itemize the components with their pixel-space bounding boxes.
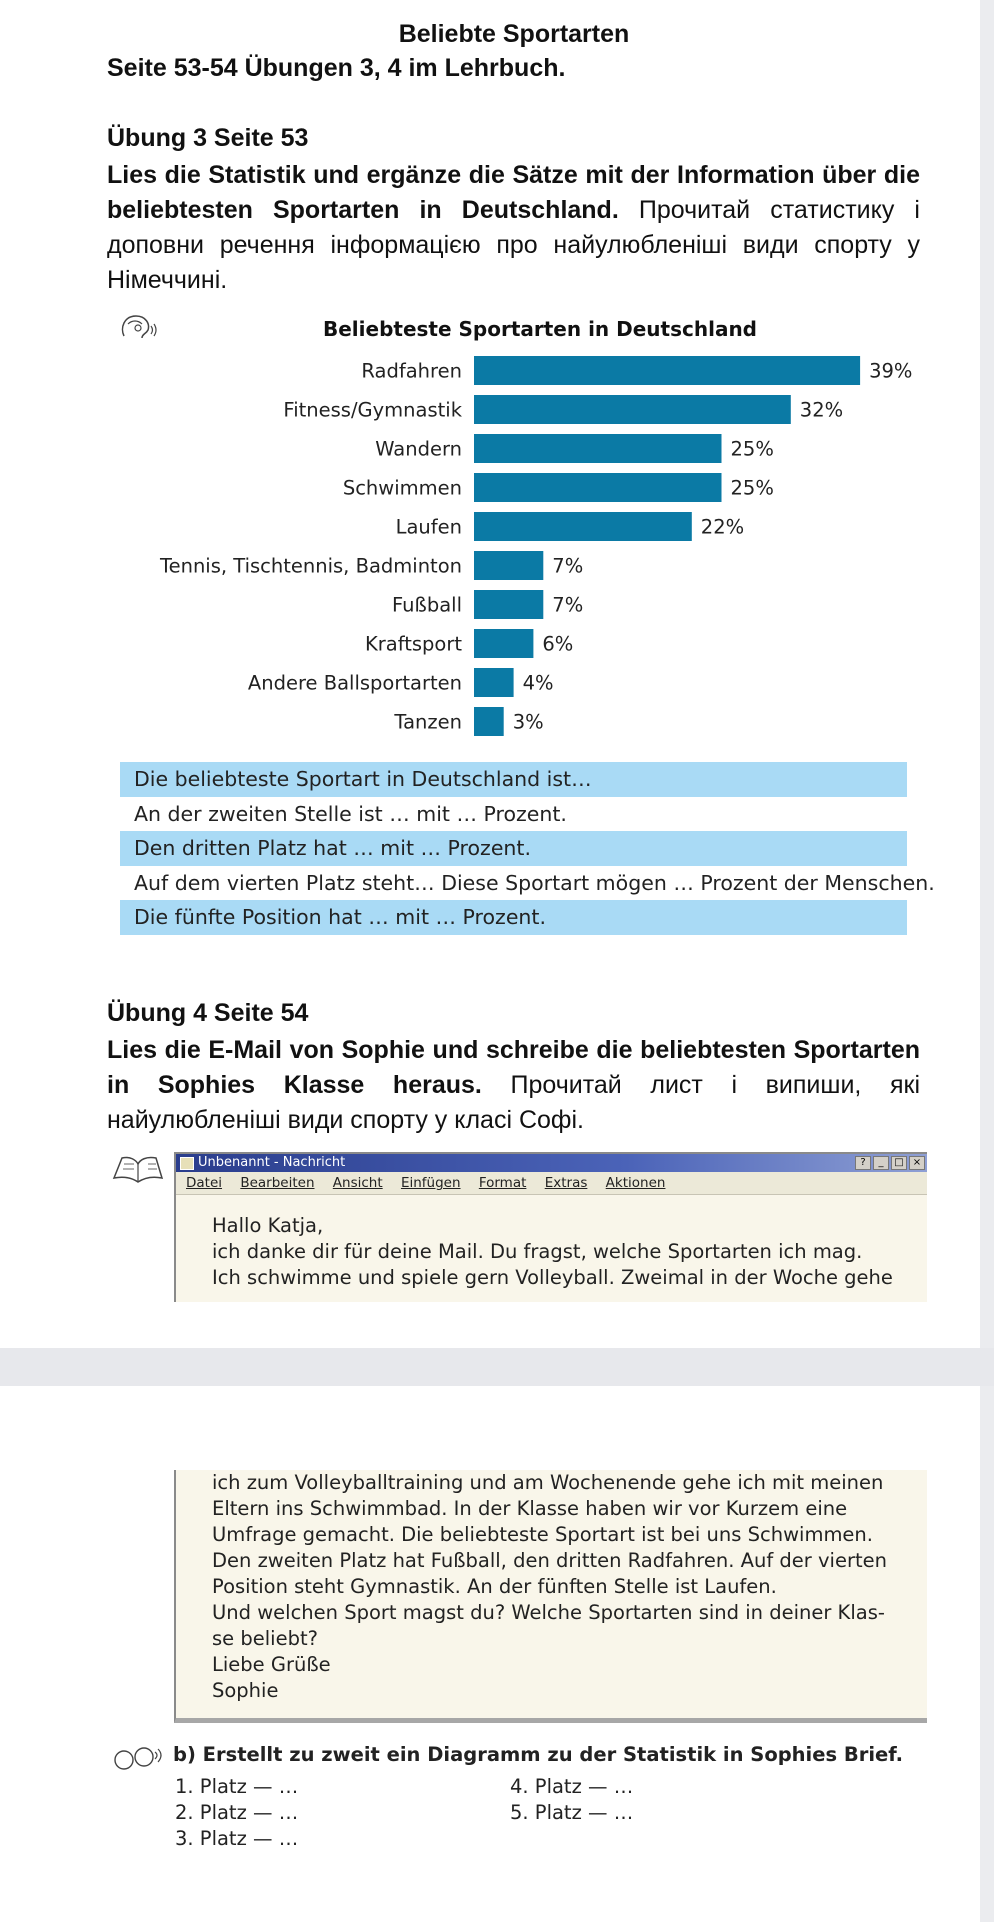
sentence-item: Die fünfte Position hat … mit … Prozent. xyxy=(120,900,907,935)
minimize-button[interactable]: _ xyxy=(873,1156,889,1170)
exercise3-instruction-uk: Прочитай статистику і доповни речення інформацією про найулюбленіші види спорту у Німеччині. xyxy=(107,196,920,294)
value-label: 39% xyxy=(869,359,913,383)
value-label: 6% xyxy=(542,632,574,656)
maximize-button[interactable]: □ xyxy=(891,1156,907,1170)
exercise4-instruction xyxy=(107,1033,920,1138)
sentence-item: Den dritten Platz hat … mit … Prozent. xyxy=(120,831,907,866)
open-book-icon xyxy=(112,1152,164,1184)
bar xyxy=(474,356,860,385)
category-label: Andere Ballsportarten xyxy=(247,671,462,695)
menu-item-extras[interactable]: Extras xyxy=(544,1175,588,1191)
email-line: Den zweiten Platz hat Fußball, den dritten Radfahren. Auf der vierten xyxy=(212,1549,887,1572)
exercise3-heading: Übung 3 Seite 53 xyxy=(107,124,309,152)
category-label: Wandern xyxy=(375,437,462,461)
message-window-icon xyxy=(180,1157,194,1170)
value-label: 32% xyxy=(799,398,844,422)
exercise3-instruction-de: Lies die Statistik und ergänze die Sätze mit der Information über die beliebtesten Sportarten in Deutschland. xyxy=(107,161,920,224)
email-line: Und welchen Sport magst du? Welche Sportarten sind in deiner Klas- xyxy=(212,1601,885,1624)
bar xyxy=(474,629,533,658)
email-line: Sophie xyxy=(212,1679,279,1702)
window-controls xyxy=(855,1156,925,1170)
platz-line: 5. Platz — … xyxy=(510,1801,634,1824)
email-body-top xyxy=(176,1195,927,1291)
value-label: 7% xyxy=(552,554,584,578)
task-b-instruction: b) Erstellt zu zweit ein Diagramm zu der Statistik in Sophies Brief. xyxy=(173,1743,904,1766)
category-label: Schwimmen xyxy=(342,476,462,500)
menu-item-einfuegen[interactable]: Einfügen xyxy=(400,1175,461,1191)
value-label: 25% xyxy=(730,437,774,461)
value-label: 7% xyxy=(552,593,584,617)
sentence-item: Die beliebteste Sportart in Deutschland ist… xyxy=(120,762,907,797)
email-titlebar xyxy=(176,1154,927,1172)
email-window-title: Unbenannt - Nachricht xyxy=(198,1155,346,1170)
email-line: Eltern ins Schwimmbad. In der Klasse haben wir vor Kurzem eine xyxy=(212,1497,848,1520)
exercise3-instruction xyxy=(107,158,920,298)
platz-line: 4. Platz — … xyxy=(510,1775,634,1798)
category-label: Tanzen xyxy=(394,710,462,734)
bar xyxy=(474,551,543,580)
exercise4-heading: Übung 4 Seite 54 xyxy=(107,999,309,1027)
menu-item-aktionen[interactable]: Aktionen xyxy=(605,1175,666,1191)
value-label: 4% xyxy=(522,671,554,695)
bar xyxy=(474,473,722,502)
email-body-bottom xyxy=(176,1470,927,1704)
email-line: Position steht Gymnastik. An der fünften Stelle ist Laufen. xyxy=(212,1575,777,1598)
email-line: se beliebt? xyxy=(212,1627,318,1650)
platz-line: 2. Platz — … xyxy=(175,1801,299,1824)
category-label: Kraftsport xyxy=(364,632,462,656)
bar xyxy=(474,512,692,541)
email-menubar xyxy=(176,1172,927,1195)
email-line: ich danke dir für deine Mail. Du fragst, welche Sportarten ich mag. xyxy=(212,1240,863,1263)
bar xyxy=(474,590,543,619)
category-label: Laufen xyxy=(395,515,462,539)
sentence-item: An der zweiten Stelle ist … mit … Prozent. xyxy=(134,801,567,826)
platz-line: 3. Platz — … xyxy=(175,1827,299,1850)
page-gap xyxy=(0,1348,994,1386)
bar xyxy=(474,434,722,463)
sentence-item: Auf dem vierten Platz steht… Diese Sportart mögen … Prozent der Menschen. xyxy=(134,870,935,895)
email-line: Liebe Grüße xyxy=(212,1653,331,1676)
email-line: Ich schwimme und spiele gern Volleyball. Zweimal in der Woche gehe xyxy=(212,1266,893,1289)
help-button[interactable]: ? xyxy=(855,1156,871,1170)
bar xyxy=(474,395,791,424)
menu-item-datei[interactable]: Datei xyxy=(186,1175,223,1191)
category-label: Fußball xyxy=(392,593,462,617)
email-line: Umfrage gemacht. Die beliebteste Sportart ist bei uns Schwimmen. xyxy=(212,1523,873,1546)
category-label: Fitness/Gymnastik xyxy=(283,398,462,422)
sentence-list xyxy=(120,762,935,935)
page-edge xyxy=(980,1386,994,1922)
bar xyxy=(474,668,514,697)
value-label: 25% xyxy=(730,476,774,500)
menu-item-format[interactable]: Format xyxy=(478,1175,527,1191)
menu-item-bearbeiten[interactable]: Bearbeiten xyxy=(240,1175,315,1191)
value-label: 22% xyxy=(700,515,745,539)
category-label: Tennis, Tischtennis, Badminton xyxy=(159,554,462,578)
category-label: Radfahren xyxy=(361,359,462,383)
bar xyxy=(474,707,504,736)
menu-item-ansicht[interactable]: Ansicht xyxy=(332,1175,383,1191)
email-line: Hallo Katja, xyxy=(212,1214,324,1237)
page-title: Beliebte Sportarten xyxy=(398,20,630,48)
pair-talk-icon xyxy=(110,1744,166,1774)
value-label: 3% xyxy=(512,710,544,734)
exercise4-instruction-uk: Прочитай лист і випиши, які найулюбленіші види спорту у класі Софі. xyxy=(107,1071,921,1134)
page-subtitle: Seite 53-54 Übungen 3, 4 im Lehrbuch. xyxy=(107,54,566,82)
exercise4-instruction-de: Lies die E-Mail von Sophie und schreibe die beliebtesten Sportarten in Sophies Klasse heraus. xyxy=(107,1036,920,1099)
email-window-bottom xyxy=(174,1470,927,1723)
chart-title: Beliebteste Sportarten in Deutschland xyxy=(322,317,757,341)
bar-chart xyxy=(0,345,994,745)
platz-line: 1. Platz — … xyxy=(175,1775,299,1798)
email-line: ich zum Volleyballtraining und am Wochenende gehe ich mit meinen xyxy=(212,1471,884,1494)
close-button[interactable]: × xyxy=(909,1156,925,1170)
email-window-top xyxy=(174,1152,927,1302)
